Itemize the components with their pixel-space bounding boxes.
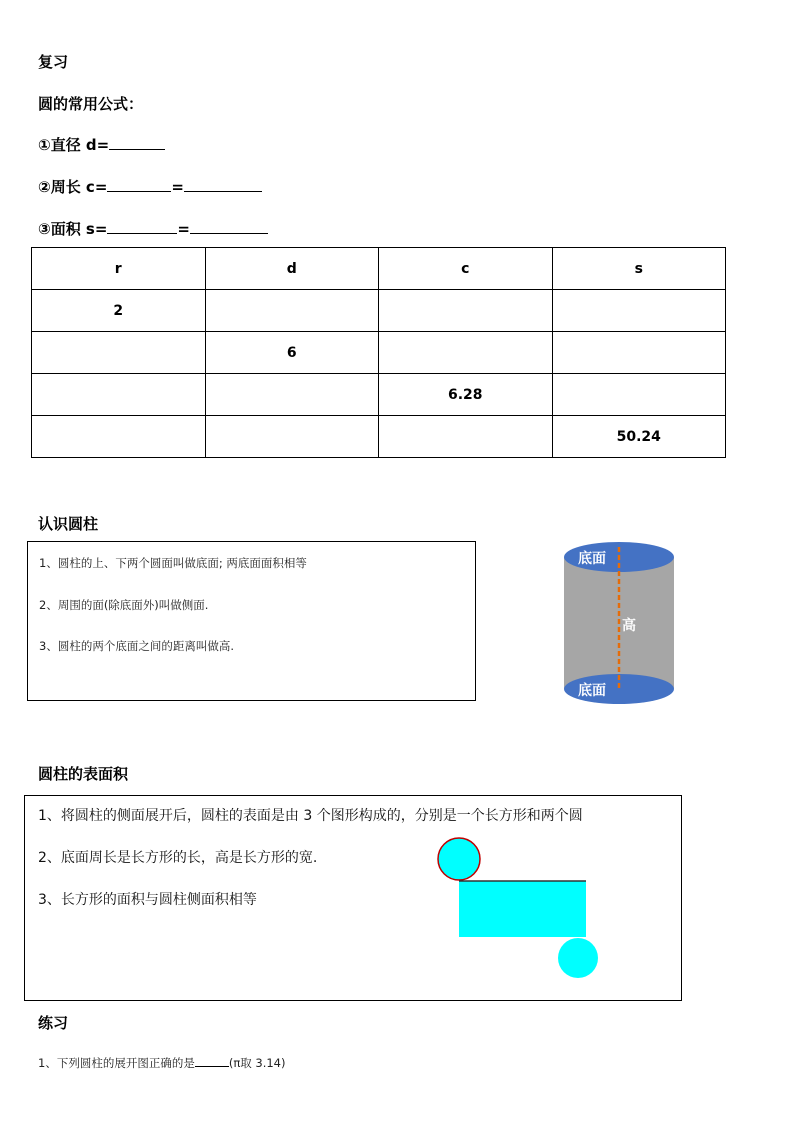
net-bottom-circle (558, 938, 598, 978)
table-row (32, 290, 726, 332)
table-cell[interactable] (552, 332, 726, 374)
label-height: 高 (622, 618, 636, 634)
surface-item: 2、底面周长是长方形的长，高是长方形的宽. (38, 850, 318, 866)
table-cell[interactable]: 6 (205, 332, 379, 374)
cylinder-definitions-box (27, 541, 476, 701)
blank-area-1[interactable] (107, 219, 177, 234)
table-cell[interactable]: 6.28 (379, 374, 553, 416)
label-bottom-base: 底面 (578, 683, 606, 699)
section-title-surface-area: 圆柱的表面积 (38, 765, 129, 783)
definition-item: 2、周围的面(除底面外)叫做侧面. (39, 598, 209, 612)
formula-area-label: ③面积 s= (38, 220, 108, 238)
table-cell[interactable] (32, 332, 206, 374)
definition-item: 3、圆柱的两个底面之间的距离叫做高. (39, 639, 234, 653)
table-cell[interactable] (379, 332, 553, 374)
table-cell[interactable]: 2 (32, 290, 206, 332)
formula-circumference-eq: = (171, 178, 184, 196)
label-top-base: 底面 (578, 551, 606, 567)
table-cell[interactable] (32, 374, 206, 416)
practice-question-1-text: 1、下列圆柱的展开图正确的是 (38, 1056, 195, 1070)
net-top-circle (438, 838, 480, 880)
section-title-know-cylinder: 认识圆柱 (38, 515, 99, 533)
practice-question-1-note: (π取 3.14) (228, 1056, 286, 1070)
formula-diameter-label: ①直径 d= (38, 136, 110, 154)
table-header-cell: s (552, 248, 726, 290)
table-cell[interactable] (205, 416, 379, 458)
blank-area-2[interactable] (190, 219, 268, 234)
cylinder-net-figure (430, 832, 610, 980)
formula-circumference-label: ②周长 c= (38, 178, 108, 196)
formula-diameter (38, 134, 165, 155)
formula-area (38, 218, 268, 239)
surface-item: 1、将圆柱的侧面展开后，圆柱的表面是由 3 个图形构成的，分别是一个长方形和两个圆 (38, 808, 583, 824)
formula-area-eq: = (177, 220, 190, 238)
section-title-practice: 练习 (38, 1014, 69, 1032)
definition-item: 1、圆柱的上、下两个圆面叫做底面; 两底面面积相等 (39, 556, 307, 570)
blank-circumference-2[interactable] (184, 177, 262, 192)
practice-answer-blank[interactable] (195, 1055, 229, 1067)
table-header-cell: d (205, 248, 379, 290)
table-cell[interactable] (552, 290, 726, 332)
table-cell[interactable] (379, 416, 553, 458)
table-cell[interactable] (32, 416, 206, 458)
surface-item: 3、长方形的面积与圆柱侧面积相等 (38, 892, 257, 908)
section-title-review: 复习 (38, 53, 69, 71)
practice-question-1 (38, 1055, 286, 1071)
table-header-cell: r (32, 248, 206, 290)
table-row (32, 374, 726, 416)
table-row (32, 416, 726, 458)
table-cell[interactable] (552, 374, 726, 416)
table-row (32, 332, 726, 374)
blank-diameter[interactable] (109, 135, 165, 150)
table-cell[interactable]: 50.24 (552, 416, 726, 458)
cylinder-figure (556, 538, 682, 710)
subtitle-formulas: 圆的常用公式： (38, 95, 144, 113)
table-cell[interactable] (205, 290, 379, 332)
blank-circumference-1[interactable] (107, 177, 171, 192)
table-header-cell: c (379, 248, 553, 290)
formula-circumference (38, 176, 262, 197)
circle-values-table (31, 247, 726, 458)
net-rectangle (459, 881, 586, 937)
table-header-row (32, 248, 726, 290)
table-cell[interactable] (205, 374, 379, 416)
table-cell[interactable] (379, 290, 553, 332)
